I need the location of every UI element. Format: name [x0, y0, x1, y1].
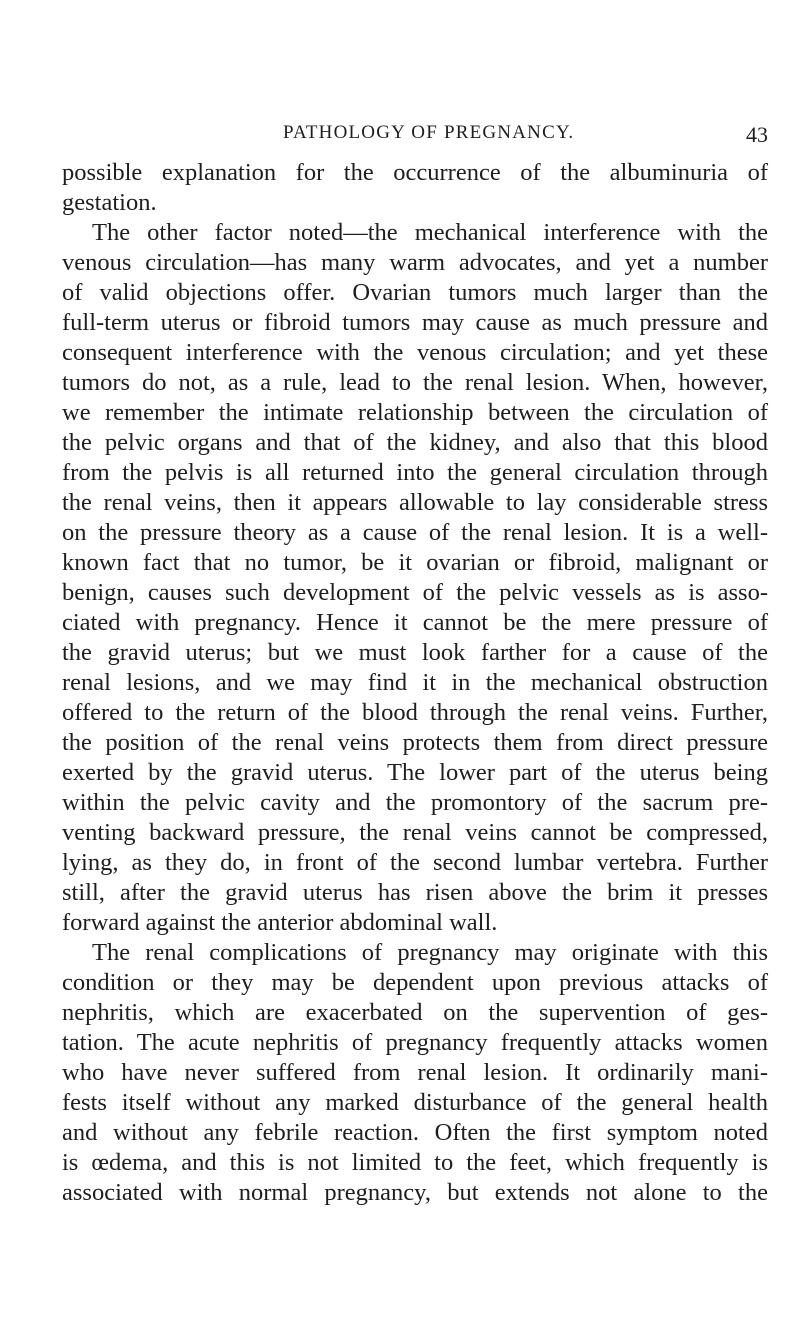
text-line: the gravid uterus; but we must look farther for a cause of the [62, 639, 768, 666]
text-line: possible explanation for the occurrence of the albuminuria of [62, 159, 768, 186]
text-line: the renal veins, then it appears allowable to lay considerable stress [62, 489, 768, 516]
text-line: from the pelvis is all returned into the general circulation through [62, 459, 768, 486]
text-line: of valid objections offer. Ovarian tumors much larger than the [62, 279, 768, 306]
text-line: venous circulation—has many warm advocates, and yet a number [62, 249, 768, 276]
text-line: we remember the intimate relationship between the circulation of [62, 399, 768, 426]
page-header [283, 122, 768, 152]
text-line: renal lesions, and we may find it in the mechanical obstruction [62, 669, 768, 696]
text-line: exerted by the gravid uterus. The lower part of the uterus being [62, 759, 768, 786]
text-line: still, after the gravid uterus has risen above the brim it presses [62, 879, 768, 906]
text-line: offered to the return of the blood through the renal veins. Further, [62, 699, 768, 726]
text-line: known fact that no tumor, be it ovarian or fibroid, malignant or [62, 549, 768, 576]
text-line: tation. The acute nephritis of pregnancy frequently attacks women [62, 1029, 768, 1056]
running-head: PATHOLOGY OF PREGNANCY. [283, 122, 575, 143]
text-line: the position of the renal veins protects them from direct pressure [62, 729, 768, 756]
text-line: tumors do not, as a rule, lead to the renal lesion. When, however, [62, 369, 768, 396]
text-line: and without any febrile reaction. Often the first symptom noted [62, 1119, 768, 1146]
text-line: ciated with pregnancy. Hence it cannot be the mere pressure of [62, 609, 768, 636]
text-line: nephritis, which are exacerbated on the supervention of ges- [62, 999, 768, 1026]
text-line: The other factor noted—the mechanical interference with the [92, 219, 768, 246]
text-line: the pelvic organs and that of the kidney, and also that this blood [62, 429, 768, 456]
text-line: condition or they may be dependent upon previous attacks of [62, 969, 768, 996]
text-line: on the pressure theory as a cause of the renal lesion. It is a well- [62, 519, 768, 546]
text-line: benign, causes such development of the pelvic vessels as is asso- [62, 579, 768, 606]
text-line: lying, as they do, in front of the second lumbar vertebra. Further [62, 849, 768, 876]
page-number: 43 [746, 122, 768, 147]
text-line: fests itself without any marked disturbance of the general health [62, 1089, 768, 1116]
text-line: who have never suffered from renal lesion. It ordinarily mani- [62, 1059, 768, 1086]
text-line: gestation. [62, 189, 157, 216]
text-line: full-term uterus or fibroid tumors may cause as much pressure and [62, 309, 768, 336]
text-line: venting backward pressure, the renal veins cannot be compressed, [62, 819, 768, 846]
text-line: forward against the anterior abdominal wall. [62, 909, 498, 936]
text-line: is œdema, and this is not limited to the feet, which frequently is [62, 1149, 768, 1176]
text-line: within the pelvic cavity and the promontory of the sacrum pre- [62, 789, 768, 816]
text-line: The renal complications of pregnancy may originate with this [92, 939, 768, 966]
text-line: consequent interference with the venous circulation; and yet these [62, 339, 768, 366]
text-line: associated with normal pregnancy, but extends not alone to the [62, 1179, 768, 1206]
